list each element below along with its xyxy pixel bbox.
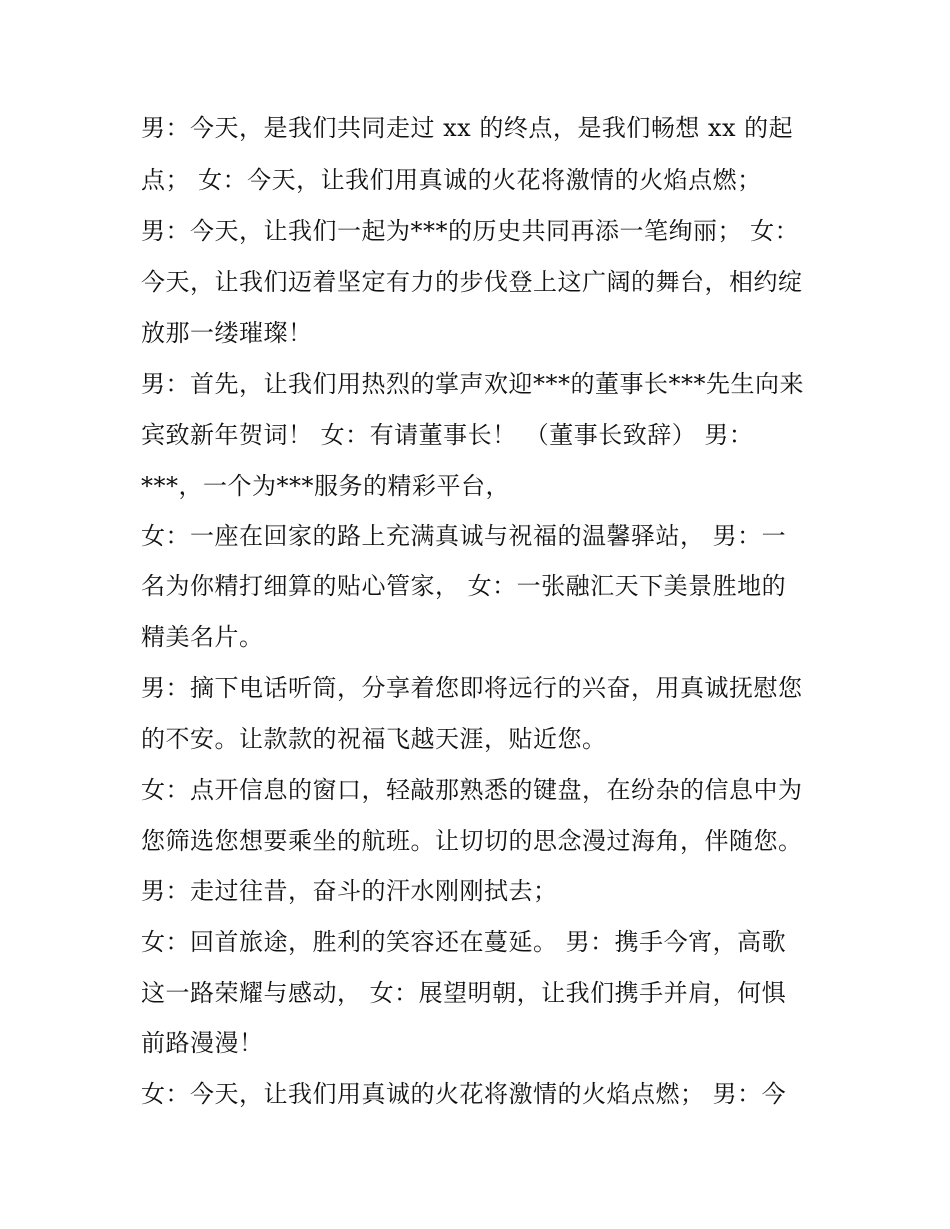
text-line: 宾致新年贺词！ 女：有请董事长！ （董事长致辞） 男： [141, 421, 754, 449]
text-line: 女：一座在回家的路上充满真诚与祝福的温馨驿站， 男：一 [141, 522, 787, 550]
text-line: 这一路荣耀与感动， 女：展望明朝，让我们携手并肩，何惧 [141, 979, 787, 1007]
text-line: 男：今天，让我们一起为***的历史共同再添一笔绚丽； 女： [141, 217, 800, 245]
text-line: 女：回首旅途，胜利的笑容还在蔓延。 男：携手今宵，高歌 [141, 928, 787, 956]
text-line: ***，一个为***服务的精彩平台， [141, 472, 510, 500]
text-line: 名为你精打细算的贴心管家， 女：一张融汇天下美景胜地的 [141, 572, 787, 600]
text-line: 点； 女：今天，让我们用真诚的火花将激情的火焰点燃； [141, 166, 762, 194]
text-line: 放那一缕璀璨！ [141, 319, 313, 347]
text-line: 前路漫漫！ [141, 1029, 264, 1057]
text-line: 精美名片。 [141, 623, 264, 651]
text-line: 男：摘下电话听筒，分享着您即将远行的兴奋，用真诚抚慰您 [141, 674, 803, 702]
text-line: 男：今天，是我们共同走过 xx 的终点，是我们畅想 xx 的起 [141, 114, 794, 142]
text-line: 您筛选您想要乘坐的航班。让切切的思念漫过海角，伴随您。 [141, 827, 803, 855]
text-line: 男：首先，让我们用热烈的掌声欢迎***的董事长***先生向来 [141, 370, 804, 398]
text-line: 的不安。让款款的祝福飞越天涯，贴近您。 [141, 725, 607, 753]
text-line: 女：今天，让我们用真诚的火花将激情的火焰点燃； 男：今 [141, 1080, 787, 1108]
text-line: 男：走过往昔，奋斗的汗水刚刚拭去； [141, 877, 558, 905]
text-line: 女：点开信息的窗口，轻敲那熟悉的键盘，在纷杂的信息中为 [141, 776, 803, 804]
text-line: 今天，让我们迈着坚定有力的步伐登上这广阔的舞台，相约绽 [141, 268, 803, 296]
